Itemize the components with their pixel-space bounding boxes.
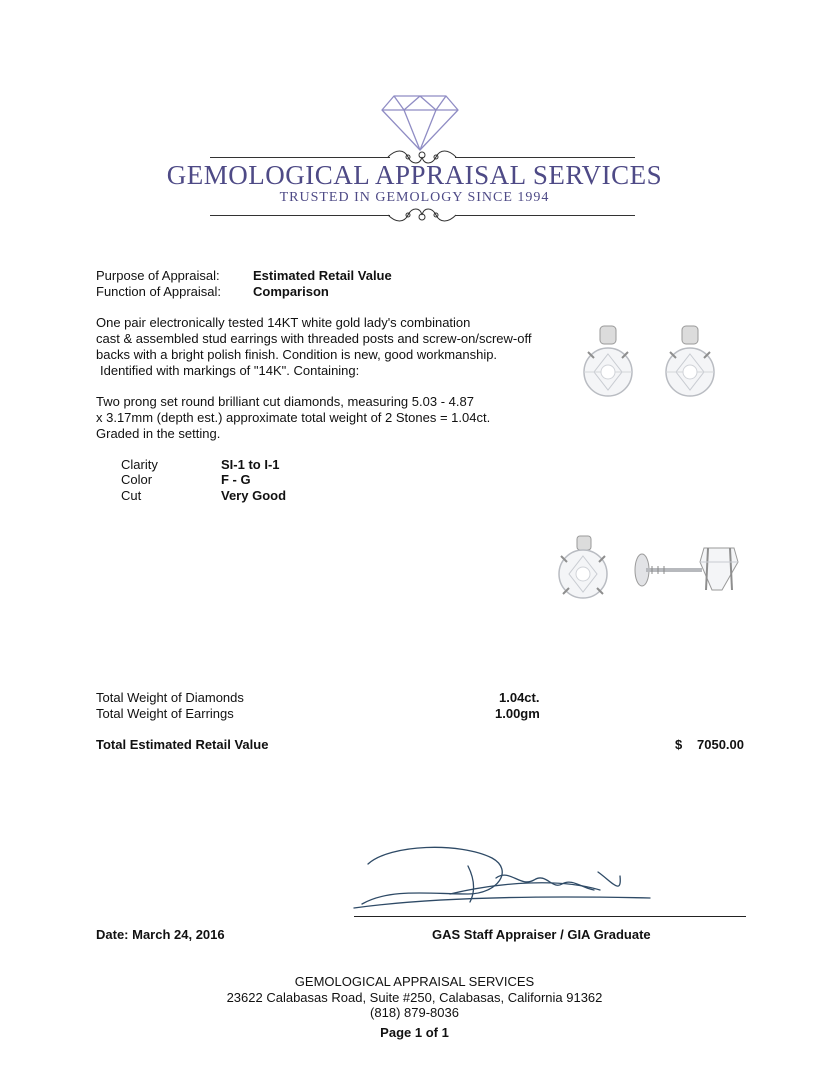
function-label: Function of Appraisal:	[96, 284, 222, 299]
total-diamonds-label: Total Weight of Diamonds	[96, 690, 244, 705]
flourish-bottom-icon	[386, 205, 458, 225]
footer-phone: (818) 879-8036	[370, 1005, 459, 1020]
signature-image	[350, 838, 670, 918]
appraiser-title: GAS Staff Appraiser / GIA Graduate	[432, 927, 651, 942]
page-number: Page 1 of 1	[380, 1025, 449, 1040]
stones-line: Two prong set round brilliant cut diamonds, measuring 5.03 - 4.87	[96, 394, 474, 409]
footer-company: GEMOLOGICAL APPRAISAL SERVICES	[294, 974, 535, 989]
company-tagline: TRUSTED IN GEMOLOGY SINCE 1994	[279, 190, 550, 205]
grading-label-color: Color	[121, 472, 153, 487]
total-diamonds-value: 1.04ct.	[499, 690, 540, 705]
grading-value-color: F - G	[221, 472, 251, 487]
retail-value-amount: 7050.00	[697, 737, 744, 752]
purpose-label: Purpose of Appraisal:	[96, 268, 220, 283]
description-paragraph	[96, 315, 556, 379]
grading-label-clarity: Clarity	[121, 457, 158, 472]
retail-value-label: Total Estimated Retail Value	[96, 737, 269, 752]
stones-paragraph	[96, 394, 556, 442]
signature-line	[354, 916, 746, 917]
description-line: One pair electronically tested 14KT white gold lady's combination	[96, 315, 471, 330]
company-title: GEMOLOGICAL APPRAISAL SERVICES	[166, 160, 663, 190]
total-earrings-label: Total Weight of Earrings	[96, 706, 234, 721]
header-rule-bottom-left	[210, 215, 390, 216]
function-value: Comparison	[253, 284, 329, 299]
currency-symbol: $	[675, 737, 683, 752]
diamond-logo-icon	[380, 92, 460, 152]
stones-line: x 3.17mm (depth est.) approximate total weight of 2 Stones = 1.04ct.	[96, 410, 491, 425]
description-line: backs with a bright polish finish. Condition is new, good workmanship.	[96, 347, 498, 362]
appraisal-date: Date: March 24, 2016	[96, 927, 225, 942]
description-line: cast & assembled stud earrings with threaded posts and screw-on/screw-off	[96, 331, 532, 346]
grading-value-clarity: SI-1 to I-1	[221, 457, 280, 472]
header-rule-bottom-right	[455, 215, 635, 216]
description-line: Identified with markings of "14K". Containing:	[100, 363, 360, 378]
earring-photo-front-right	[660, 322, 720, 398]
earring-photo-side	[622, 540, 742, 598]
earring-photo-angled	[553, 534, 613, 602]
footer-address: 23622 Calabasas Road, Suite #250, Calabasas, California 91362	[226, 990, 603, 1005]
grading-value-cut: Very Good	[221, 488, 287, 503]
header-rule-top-right	[455, 157, 635, 158]
header-rule-top-left	[210, 157, 390, 158]
purpose-value: Estimated Retail Value	[253, 268, 392, 283]
grading-label-cut: Cut	[121, 488, 142, 503]
earring-photo-front-left	[578, 322, 638, 398]
stones-line: Graded in the setting.	[96, 426, 221, 441]
total-earrings-value: 1.00gm	[495, 706, 540, 721]
